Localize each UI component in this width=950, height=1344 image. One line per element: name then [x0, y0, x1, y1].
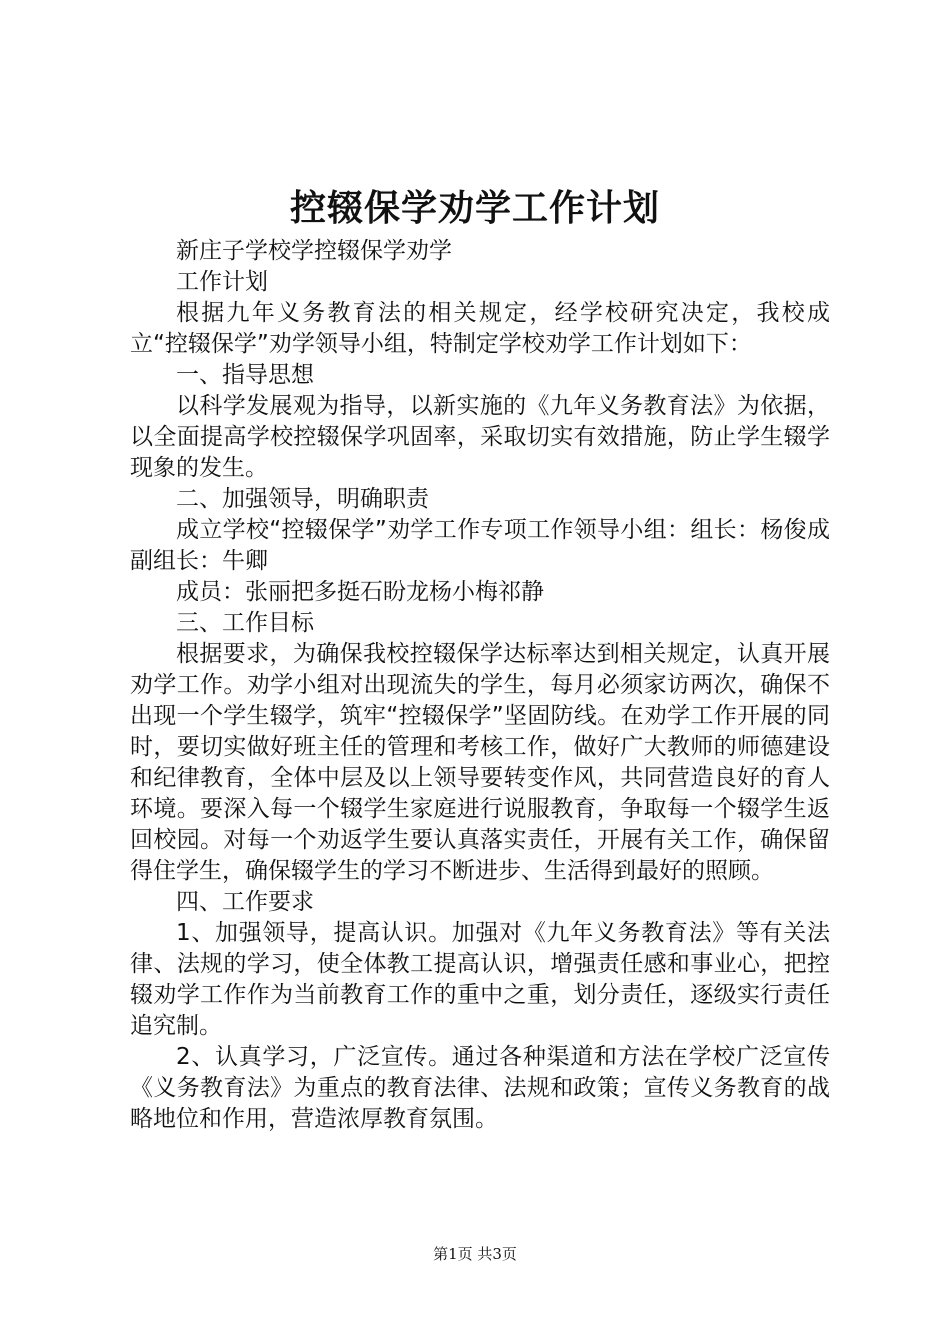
section-heading: 二、加强领导，明确职责 [176, 486, 429, 512]
paragraph: 成立学校“控辍保学”劝学工作专项工作领导小组：组长：杨俊成副组长：牛卿 [130, 517, 830, 574]
section-heading: 一、指导思想 [176, 362, 314, 388]
document-body [130, 236, 830, 1135]
paragraph: 工作计划 [176, 269, 268, 295]
paragraph: 根据要求，为确保我校控辍保学达标率达到相关规定，认真开展劝学工作。劝学小组对出现流失的学生，每月必须家访两次，确保不出现一个学生辍学，筑牢“控辍保学”坚固防线。在劝学工作开展的同时，要切实做好班主任的管理和考核工作，做好广大教师的师德建设和纪律教育，全体中层及以上领导要转变作风，共同营造良好的育人环境。要深入每一个辍学生家庭进行说服教育，争取每一个辍学生返回校园。对每一个劝返学生要认真落实责任，开展有关工作，确保留得住学生，确保辍学生的学习不断进步、生活得到最好的照顾。 [130, 641, 830, 884]
section-heading: 四、工作要求 [176, 889, 314, 915]
section-heading: 三、工作目标 [176, 610, 314, 636]
paragraph: 以科学发展观为指导，以新实施的《九年义务教育法》为依据，以全面提高学校控辍保学巩固率，采取切实有效措施，防止学生辍学现象的发生。 [130, 393, 830, 481]
document-title: 控辍保学劝学工作计划 [289, 187, 660, 229]
paragraph: 新庄子学校学控辍保学劝学 [176, 238, 452, 264]
paragraph: 2、认真学习，广泛宣传。通过各种渠道和方法在学校广泛宣传《义务教育法》为重点的教育法律、法规和政策；宣传义务教育的战略地位和作用，营造浓厚教育氛围。 [130, 1044, 830, 1132]
page-footer: 第1页 共3页 [433, 1245, 517, 1263]
paragraph: 1、加强领导，提高认识。加强对《九年义务教育法》等有关法律、法规的学习，使全体教工提高认识，增强责任感和事业心，把控辍劝学工作作为当前教育工作的重中之重，划分责任，逐级实行责任追究制。 [130, 920, 830, 1039]
paragraph: 根据九年义务教育法的相关规定，经学校研究决定，我校成立“控辍保学”劝学领导小组，特制定学校劝学工作计划如下： [130, 300, 830, 357]
paragraph: 成员：张丽把多挺石盼龙杨小梅祁静 [176, 579, 544, 605]
